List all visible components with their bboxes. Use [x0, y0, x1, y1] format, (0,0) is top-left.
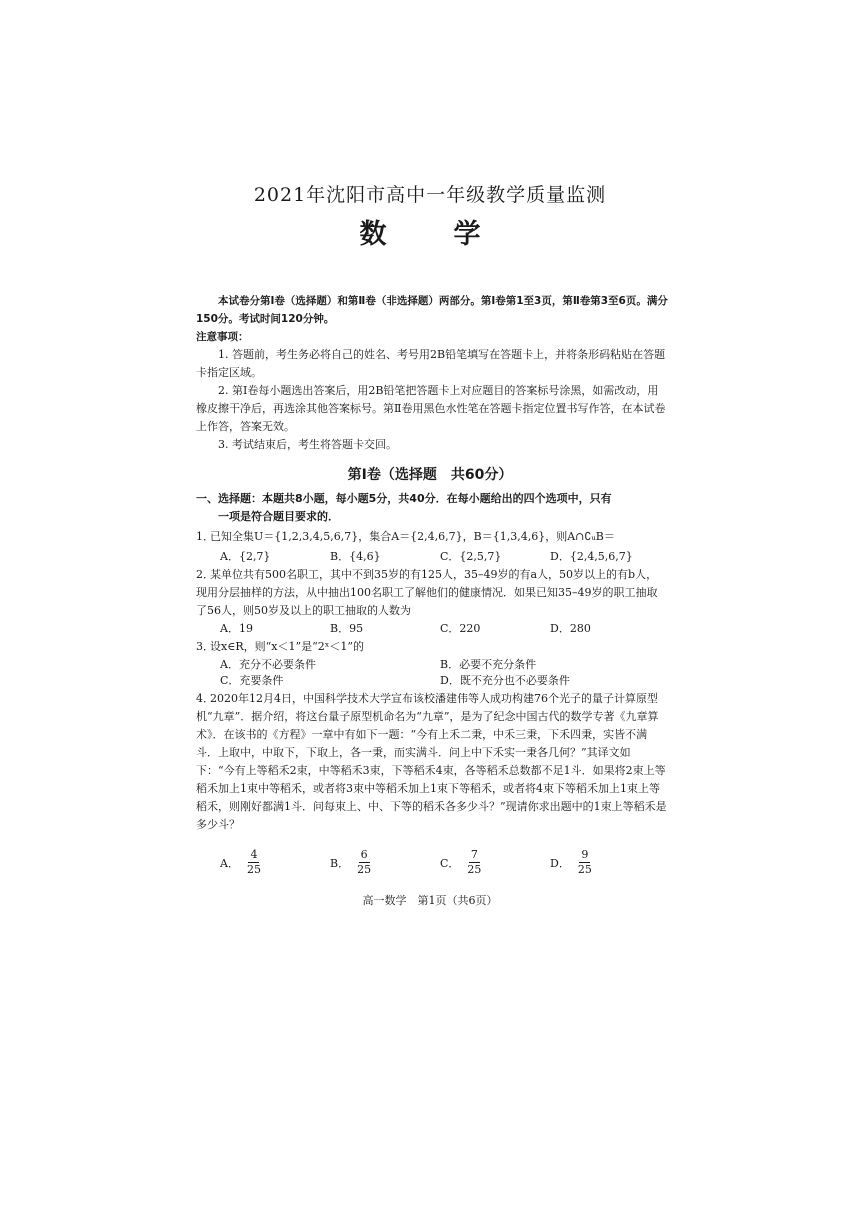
question-4	[196, 690, 668, 834]
question-3-options-row-2	[220, 672, 650, 690]
option-b: B．必要不充分条件	[440, 658, 537, 671]
question-4-options	[220, 848, 650, 884]
question-text: 2020年12月4日，中国科学技术大学宣布该校潘建伟等人成功构建76个光子的量子计算原型机“九章”．据介绍，将这台量子原型机命名为“九章”，是为了纪念中国古代的数学专著《九章算术》．在该书的《方程》一章中有如下一题：“今有上禾二秉，中禾三秉，下禾四秉，实皆不满斗．上取中，中取下，下取上，各一秉，而实满斗．问上中下禾实一秉各几何？”其译文如下：“今有上等稻禾2束，中等稻禾3束，下等稻禾4束，各等稻禾总数都不足1斗．如果将2束上等稻禾加上1束中等稻禾，或者将3束中等稻禾加上1束下等稻禾，或者将4束下等稻禾加上1束上等稻禾，则刚好都满1斗．问每束上、中、下等的稻禾各多少斗？”现请你求出题中的1束上等稻禾是多少斗？	[196, 692, 667, 831]
denominator: 25	[577, 863, 592, 876]
option-b: B．95	[330, 622, 364, 635]
option-a: A．{2,7}	[220, 550, 271, 563]
question-3	[196, 638, 668, 656]
exam-intro: 本试卷分第Ⅰ卷（选择题）和第Ⅱ卷（非选择题）两部分。第Ⅰ卷第1至3页，第Ⅱ卷第3至6页。满分150分。考试时间120分钟。	[196, 295, 668, 325]
option-b: B．{4,6}	[330, 550, 381, 563]
denominator: 25	[357, 863, 372, 876]
option-d	[550, 848, 592, 877]
numerator: 9	[581, 848, 589, 861]
section-title: 第Ⅰ卷（选择题 共60分）	[347, 467, 513, 483]
section-intro-line-2: 一项是符合题目要求的．	[218, 510, 339, 523]
question-number: 4．	[196, 692, 214, 705]
question-2	[196, 566, 668, 620]
option-label: C．	[440, 856, 460, 870]
option-c: C．220	[440, 622, 481, 635]
option-a: A．19	[220, 622, 253, 635]
option-d: D．280	[550, 622, 591, 635]
question-number: 1．	[196, 530, 214, 543]
option-label: A．	[220, 856, 239, 870]
exam-title: 2021年沈阳市高中一年级教学质量监测	[253, 184, 607, 206]
fraction	[247, 848, 261, 877]
option-label: B．	[330, 856, 350, 870]
question-1-options	[220, 548, 650, 566]
question-text: 已知全集U＝{1,2,3,4,5,6,7}，集合A＝{2,4,6,7}，B＝{1,3,4,6}，则A∩∁ᵤB＝	[210, 530, 615, 543]
fraction	[578, 848, 592, 877]
fraction	[467, 848, 481, 877]
numerator: 4	[250, 848, 258, 861]
question-text: 设x∈R，则“x＜1”是“2ˣ＜1”的	[210, 640, 364, 653]
question-text: 某单位共有500名职工，其中不到35岁的有125人，35–49岁的有a人，50岁以上的有b人，现用分层抽样的方法，从中抽出100名职工了解他们的健康情况．如果已知35–49岁的职工抽取了56人，则50岁及以上的职工抽取的人数为	[196, 568, 658, 617]
option-c	[440, 848, 481, 877]
section-intro-line-1: 一、选择题：本题共8小题，每小题5分，共40分．在每小题给出的四个选项中，只有	[196, 492, 612, 505]
option-b	[330, 848, 371, 877]
option-a	[220, 848, 261, 877]
notice-item-3: 3. 考试结束后，考生将答题卡交回。	[218, 438, 397, 451]
notice-item-1: 1. 答题前，考生务必将自己的姓名、考号用2B铅笔填写在答题卡上，并将条形码粘贴在答题卡指定区域。	[196, 348, 666, 379]
question-2-options	[220, 620, 650, 638]
question-number: 2．	[196, 568, 214, 581]
numerator: 6	[360, 848, 368, 861]
notice-item-2: 2. 第Ⅰ卷每小题选出答案后，用2B铅笔把答题卡上对应题目的答案标号涂黑，如需改动，用橡皮擦干净后，再选涂其他答案标号。第Ⅱ卷用黑色水性笔在答题卡指定位置书写作答，在本试卷上作答，答案无效。	[196, 384, 666, 433]
option-c: C．{2,5,7}	[440, 550, 502, 563]
page-footer: 高一数学 第1页（共6页）	[362, 894, 498, 907]
question-number: 3．	[196, 640, 214, 653]
section-intro	[196, 490, 668, 526]
fraction	[357, 848, 371, 877]
option-d: D．{2,4,5,6,7}	[550, 550, 633, 563]
option-label: D．	[550, 856, 570, 870]
option-d: D．既不充分也不必要条件	[440, 674, 570, 687]
question-1	[196, 528, 668, 546]
notice-title: 注意事项：	[196, 331, 249, 343]
denominator: 25	[467, 863, 482, 876]
numerator: 7	[470, 848, 478, 861]
subject-title: 数 学	[359, 219, 501, 250]
option-a: A．充分不必要条件	[220, 658, 316, 671]
denominator: 25	[246, 863, 261, 876]
option-c: C．充要条件	[220, 674, 284, 687]
